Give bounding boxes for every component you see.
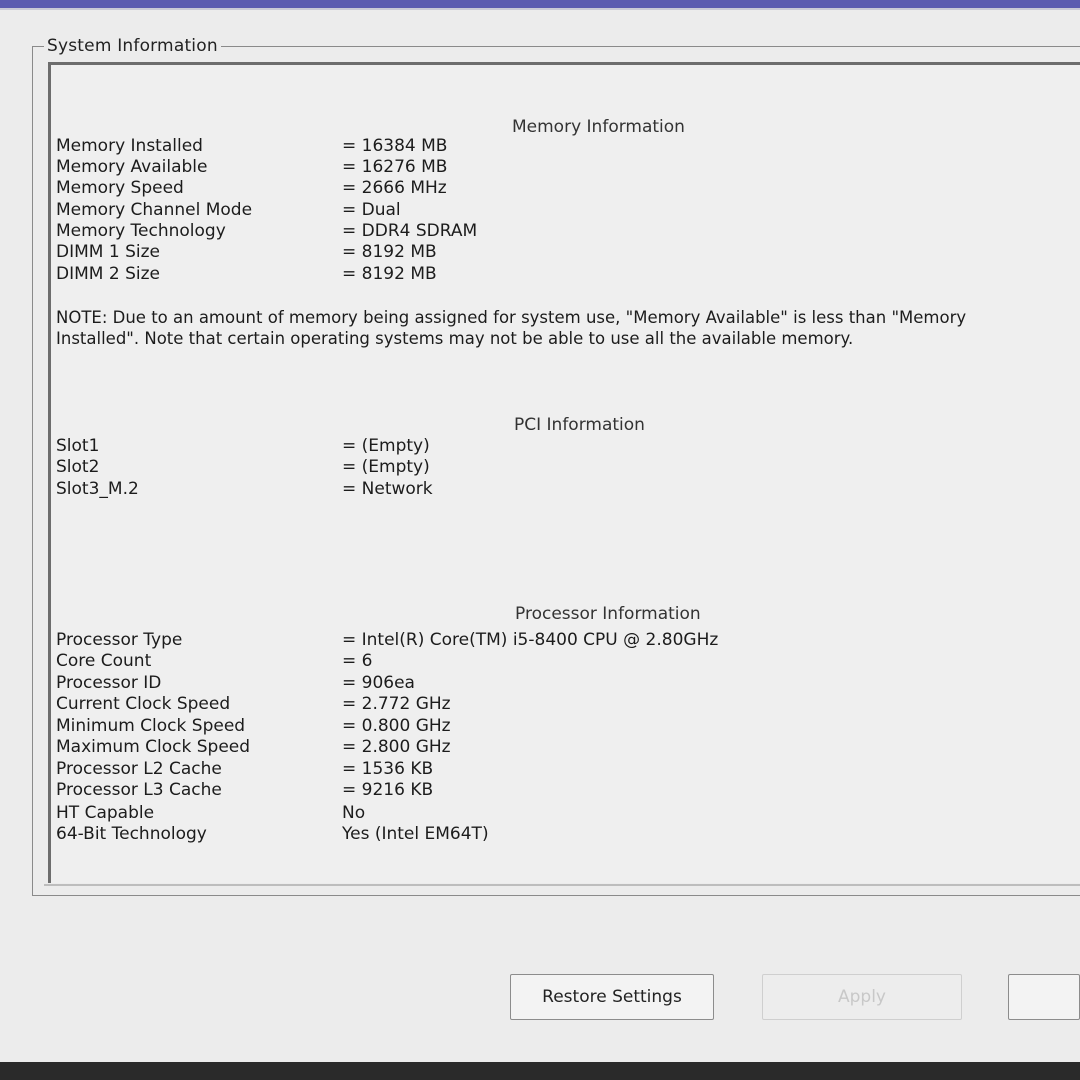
processor-row-l3-cache (56, 780, 1056, 801)
exit-button[interactable] (1008, 974, 1080, 1020)
processor-row-l2-cache (56, 759, 1056, 780)
l2-cache-value: = 1536 KB (342, 759, 434, 779)
l2-cache-label: Processor L2 Cache (56, 759, 222, 779)
pci-row-slot2 (56, 457, 1056, 478)
memory-row-dimm1 (56, 242, 1056, 263)
processor-row-min-clock (56, 716, 1056, 737)
dimm2-size-label: DIMM 2 Size (56, 264, 160, 284)
ht-capable-value: No (342, 803, 366, 823)
slot2-value: = (Empty) (342, 457, 430, 477)
slot2-label: Slot2 (56, 457, 100, 477)
memory-channel-mode-label: Memory Channel Mode (56, 200, 253, 220)
memory-row-channel-mode (56, 200, 1056, 221)
panel-bottom-edge (44, 884, 1080, 886)
memory-available-label: Memory Available (56, 157, 208, 177)
groupbox-title: System Information (44, 36, 221, 56)
processor-row-ht-capable (56, 803, 1056, 824)
processor-row-type (56, 630, 1056, 651)
memory-channel-mode-value: = Dual (342, 200, 401, 220)
current-clock-speed-label: Current Clock Speed (56, 694, 231, 714)
window-top-bar (0, 0, 1080, 8)
l3-cache-value: = 9216 KB (342, 780, 434, 800)
processor-information-heading: Processor Information (515, 604, 701, 624)
dimm1-size-label: DIMM 1 Size (56, 242, 160, 262)
dimm2-size-value: = 8192 MB (342, 264, 437, 284)
processor-row-max-clock (56, 737, 1056, 758)
window-top-divider (0, 8, 1080, 10)
memory-technology-value: = DDR4 SDRAM (342, 221, 478, 241)
slot3-m2-value: = Network (342, 479, 433, 499)
slot3-m2-label: Slot3_M.2 (56, 479, 139, 499)
slot1-label: Slot1 (56, 436, 100, 456)
64bit-technology-label: 64-Bit Technology (56, 824, 207, 844)
memory-available-value: = 16276 MB (342, 157, 448, 177)
memory-row-installed (56, 136, 1056, 157)
pci-row-slot3 (56, 479, 1056, 500)
memory-information-heading: Memory Information (512, 117, 685, 137)
maximum-clock-speed-value: = 2.800 GHz (342, 737, 451, 757)
memory-note: NOTE: Due to an amount of memory being assigned for system use, "Memory Available" is less than "Memory Installed". Note that certain operating systems may not be able to use all the available memory. (56, 308, 967, 348)
dimm1-size-value: = 8192 MB (342, 242, 437, 262)
processor-row-core-count (56, 651, 1056, 672)
apply-button[interactable]: Apply (762, 974, 962, 1020)
processor-row-current-clock (56, 694, 1056, 715)
memory-row-speed (56, 178, 1056, 199)
core-count-label: Core Count (56, 651, 152, 671)
core-count-value: = 6 (342, 651, 373, 671)
memory-technology-label: Memory Technology (56, 221, 226, 241)
memory-row-available (56, 157, 1056, 178)
minimum-clock-speed-label: Minimum Clock Speed (56, 716, 246, 736)
l3-cache-label: Processor L3 Cache (56, 780, 222, 800)
restore-settings-button[interactable]: Restore Settings (510, 974, 714, 1020)
pci-row-slot1 (56, 436, 1056, 457)
memory-installed-value: = 16384 MB (342, 136, 448, 156)
processor-id-label: Processor ID (56, 673, 162, 693)
processor-type-value: = Intel(R) Core(TM) i5-8400 CPU @ 2.80GHz (342, 630, 719, 650)
current-clock-speed-value: = 2.772 GHz (342, 694, 451, 714)
memory-installed-label: Memory Installed (56, 136, 203, 156)
memory-speed-value: = 2666 MHz (342, 178, 447, 198)
processor-id-value: = 906ea (342, 673, 415, 693)
slot1-value: = (Empty) (342, 436, 430, 456)
processor-row-64bit (56, 824, 1056, 845)
pci-information-heading: PCI Information (514, 415, 645, 435)
memory-row-technology (56, 221, 1056, 242)
64bit-technology-value: Yes (Intel EM64T) (342, 824, 489, 844)
memory-row-dimm2 (56, 264, 1056, 285)
memory-speed-label: Memory Speed (56, 178, 184, 198)
ht-capable-label: HT Capable (56, 803, 155, 823)
screen-bottom-edge (0, 1062, 1080, 1080)
processor-type-label: Processor Type (56, 630, 183, 650)
maximum-clock-speed-label: Maximum Clock Speed (56, 737, 251, 757)
minimum-clock-speed-value: = 0.800 GHz (342, 716, 451, 736)
processor-row-id (56, 673, 1056, 694)
